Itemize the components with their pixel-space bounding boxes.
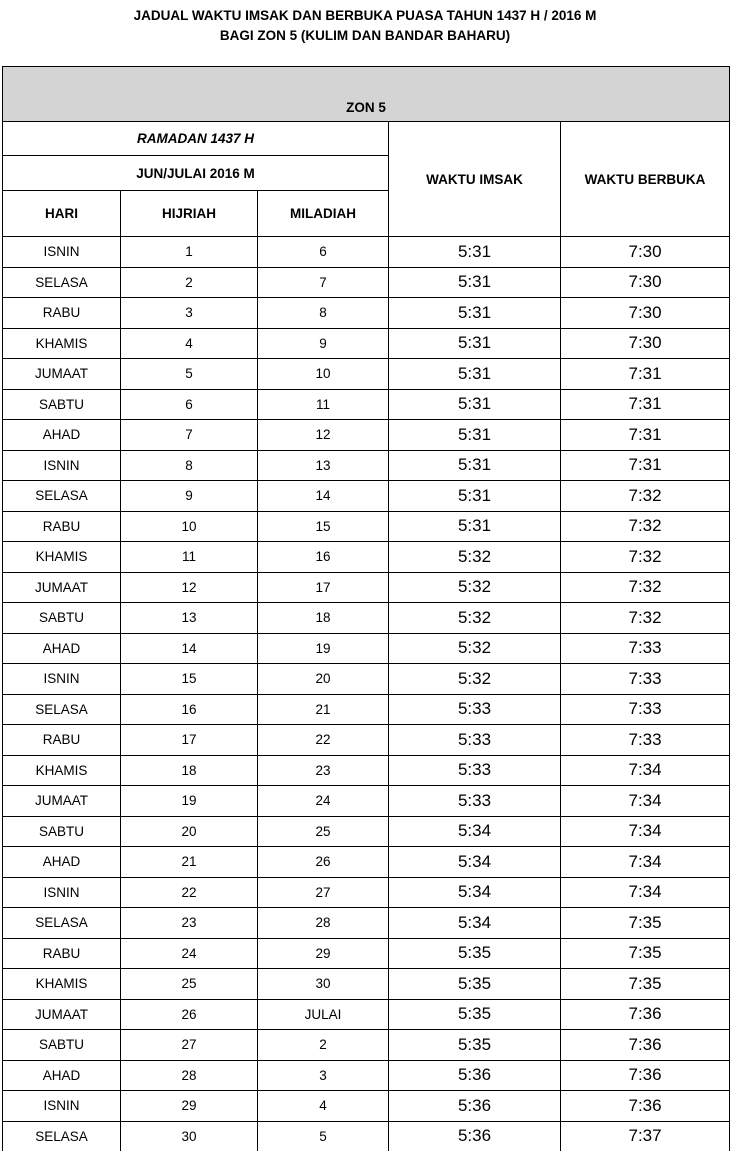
hijriah-cell: 24 [121, 938, 258, 969]
hijriah-cell: 6 [121, 389, 258, 420]
berbuka-time-cell: 7:36 [561, 1091, 730, 1122]
imsak-time-cell: 5:31 [389, 420, 561, 451]
berbuka-time-cell: 7:33 [561, 694, 730, 725]
imsak-time-cell: 5:35 [389, 999, 561, 1030]
hijriah-cell: 19 [121, 786, 258, 817]
berbuka-time-cell: 7:36 [561, 1060, 730, 1091]
hijriah-cell: 2 [121, 267, 258, 298]
table-row [3, 755, 730, 786]
table-row [3, 359, 730, 390]
day-cell: ISNIN [3, 664, 121, 695]
table-row [3, 420, 730, 451]
day-cell: KHAMIS [3, 755, 121, 786]
title-line-1: JADUAL WAKTU IMSAK DAN BERBUKA PUASA TAHUN 1437 H / 2016 M [133, 8, 597, 23]
berbuka-time-cell: 7:36 [561, 1030, 730, 1061]
hijriah-cell: 15 [121, 664, 258, 695]
table-row [3, 847, 730, 878]
day-cell: RABU [3, 511, 121, 542]
table-row [3, 908, 730, 939]
hijriah-cell: 14 [121, 633, 258, 664]
hijriah-cell: 8 [121, 450, 258, 481]
day-cell: SELASA [3, 267, 121, 298]
miladiah-cell: JULAI [258, 999, 389, 1030]
miladiah-cell: 14 [258, 481, 389, 512]
hijriah-column-header: HIJRIAH [121, 191, 258, 237]
day-cell: ISNIN [3, 877, 121, 908]
hijriah-cell: 20 [121, 816, 258, 847]
berbuka-time-cell: 7:30 [561, 298, 730, 329]
berbuka-time-cell: 7:35 [561, 969, 730, 1000]
berbuka-time-cell: 7:32 [561, 542, 730, 573]
berbuka-time-cell: 7:31 [561, 389, 730, 420]
day-cell: SELASA [3, 481, 121, 512]
miladiah-cell: 29 [258, 938, 389, 969]
table-row [3, 542, 730, 573]
berbuka-time-cell: 7:33 [561, 725, 730, 756]
day-cell: JUMAAT [3, 999, 121, 1030]
imsak-time-cell: 5:31 [389, 481, 561, 512]
day-cell: SELASA [3, 1121, 121, 1151]
day-cell: JUMAAT [3, 786, 121, 817]
miladiah-cell: 16 [258, 542, 389, 573]
day-cell: SABTU [3, 389, 121, 420]
imsak-time-cell: 5:36 [389, 1091, 561, 1122]
ramadan-header: RAMADAN 1437 H [3, 122, 389, 156]
zone-header: ZON 5 [3, 67, 730, 122]
day-cell: KHAMIS [3, 328, 121, 359]
hijriah-cell: 12 [121, 572, 258, 603]
month-header: JUN/JULAI 2016 M [3, 156, 389, 191]
imsak-time-cell: 5:31 [389, 298, 561, 329]
berbuka-time-cell: 7:30 [561, 328, 730, 359]
day-cell: AHAD [3, 633, 121, 664]
miladiah-cell: 15 [258, 511, 389, 542]
day-cell: ISNIN [3, 1091, 121, 1122]
hijriah-cell: 5 [121, 359, 258, 390]
imsak-time-cell: 5:31 [389, 267, 561, 298]
hijriah-cell: 25 [121, 969, 258, 1000]
day-cell: SELASA [3, 694, 121, 725]
hijriah-cell: 17 [121, 725, 258, 756]
miladiah-cell: 17 [258, 572, 389, 603]
day-cell: SABTU [3, 603, 121, 634]
day-cell: RABU [3, 725, 121, 756]
berbuka-time-cell: 7:31 [561, 359, 730, 390]
table-row [3, 389, 730, 420]
hijriah-cell: 10 [121, 511, 258, 542]
berbuka-column-header: WAKTU BERBUKA [561, 122, 730, 237]
miladiah-cell: 7 [258, 267, 389, 298]
table-row [3, 816, 730, 847]
miladiah-cell: 27 [258, 877, 389, 908]
berbuka-time-cell: 7:35 [561, 938, 730, 969]
table-row [3, 450, 730, 481]
hijriah-cell: 3 [121, 298, 258, 329]
table-row [3, 298, 730, 329]
imsak-time-cell: 5:36 [389, 1121, 561, 1151]
day-cell: JUMAAT [3, 572, 121, 603]
hijriah-cell: 29 [121, 1091, 258, 1122]
miladiah-column-header: MILADIAH [258, 191, 389, 237]
imsak-time-cell: 5:35 [389, 969, 561, 1000]
table-body [3, 237, 730, 1152]
berbuka-time-cell: 7:34 [561, 877, 730, 908]
berbuka-time-cell: 7:34 [561, 755, 730, 786]
hijriah-cell: 30 [121, 1121, 258, 1151]
miladiah-cell: 10 [258, 359, 389, 390]
miladiah-cell: 24 [258, 786, 389, 817]
miladiah-cell: 12 [258, 420, 389, 451]
hijriah-cell: 13 [121, 603, 258, 634]
miladiah-cell: 20 [258, 664, 389, 695]
berbuka-time-cell: 7:31 [561, 450, 730, 481]
berbuka-time-cell: 7:35 [561, 908, 730, 939]
timetable [2, 66, 730, 1151]
berbuka-time-cell: 7:34 [561, 816, 730, 847]
hijriah-cell: 27 [121, 1030, 258, 1061]
berbuka-time-cell: 7:33 [561, 664, 730, 695]
imsak-time-cell: 5:31 [389, 389, 561, 420]
imsak-time-cell: 5:34 [389, 908, 561, 939]
table-row [3, 237, 730, 268]
day-cell: KHAMIS [3, 969, 121, 1000]
miladiah-cell: 3 [258, 1060, 389, 1091]
hijriah-cell: 4 [121, 328, 258, 359]
berbuka-time-cell: 7:30 [561, 267, 730, 298]
day-cell: ISNIN [3, 450, 121, 481]
day-cell: RABU [3, 298, 121, 329]
hijriah-cell: 22 [121, 877, 258, 908]
day-cell: AHAD [3, 1060, 121, 1091]
hijriah-cell: 23 [121, 908, 258, 939]
table-row [3, 1030, 730, 1061]
miladiah-cell: 4 [258, 1091, 389, 1122]
hijriah-cell: 21 [121, 847, 258, 878]
table-row [3, 938, 730, 969]
table-row [3, 572, 730, 603]
imsak-time-cell: 5:31 [389, 359, 561, 390]
hijriah-cell: 16 [121, 694, 258, 725]
hijriah-cell: 1 [121, 237, 258, 268]
hijriah-cell: 26 [121, 999, 258, 1030]
imsak-time-cell: 5:32 [389, 542, 561, 573]
imsak-time-cell: 5:32 [389, 603, 561, 634]
miladiah-cell: 6 [258, 237, 389, 268]
table-row [3, 725, 730, 756]
imsak-time-cell: 5:32 [389, 633, 561, 664]
table-row [3, 328, 730, 359]
berbuka-time-cell: 7:32 [561, 603, 730, 634]
miladiah-cell: 8 [258, 298, 389, 329]
berbuka-time-cell: 7:33 [561, 633, 730, 664]
miladiah-cell: 19 [258, 633, 389, 664]
imsak-time-cell: 5:31 [389, 328, 561, 359]
table-header [3, 67, 730, 237]
table-row [3, 694, 730, 725]
table-row [3, 1060, 730, 1091]
imsak-time-cell: 5:33 [389, 786, 561, 817]
miladiah-cell: 23 [258, 755, 389, 786]
imsak-time-cell: 5:33 [389, 725, 561, 756]
table-row [3, 1091, 730, 1122]
table-row [3, 633, 730, 664]
table-row [3, 877, 730, 908]
table-row [3, 1121, 730, 1151]
imsak-time-cell: 5:36 [389, 1060, 561, 1091]
miladiah-cell: 18 [258, 603, 389, 634]
miladiah-cell: 30 [258, 969, 389, 1000]
berbuka-time-cell: 7:32 [561, 511, 730, 542]
hari-column-header: HARI [3, 191, 121, 237]
imsak-time-cell: 5:34 [389, 877, 561, 908]
berbuka-time-cell: 7:37 [561, 1121, 730, 1151]
berbuka-time-cell: 7:30 [561, 237, 730, 268]
berbuka-time-cell: 7:31 [561, 420, 730, 451]
berbuka-time-cell: 7:32 [561, 481, 730, 512]
imsak-time-cell: 5:35 [389, 1030, 561, 1061]
table-row [3, 786, 730, 817]
day-cell: SELASA [3, 908, 121, 939]
table-row [3, 999, 730, 1030]
berbuka-time-cell: 7:34 [561, 847, 730, 878]
day-cell: AHAD [3, 847, 121, 878]
berbuka-time-cell: 7:32 [561, 572, 730, 603]
table-row [3, 603, 730, 634]
table-row [3, 481, 730, 512]
imsak-time-cell: 5:34 [389, 847, 561, 878]
day-cell: KHAMIS [3, 542, 121, 573]
imsak-time-cell: 5:32 [389, 664, 561, 695]
imsak-time-cell: 5:31 [389, 450, 561, 481]
imsak-time-cell: 5:33 [389, 694, 561, 725]
miladiah-cell: 22 [258, 725, 389, 756]
miladiah-cell: 2 [258, 1030, 389, 1061]
table-row [3, 969, 730, 1000]
day-cell: ISNIN [3, 237, 121, 268]
hijriah-cell: 18 [121, 755, 258, 786]
miladiah-cell: 25 [258, 816, 389, 847]
imsak-time-cell: 5:33 [389, 755, 561, 786]
miladiah-cell: 28 [258, 908, 389, 939]
miladiah-cell: 21 [258, 694, 389, 725]
berbuka-time-cell: 7:36 [561, 999, 730, 1030]
hijriah-cell: 9 [121, 481, 258, 512]
day-cell: RABU [3, 938, 121, 969]
miladiah-cell: 26 [258, 847, 389, 878]
miladiah-cell: 11 [258, 389, 389, 420]
miladiah-cell: 13 [258, 450, 389, 481]
imsak-time-cell: 5:32 [389, 572, 561, 603]
hijriah-cell: 7 [121, 420, 258, 451]
day-cell: AHAD [3, 420, 121, 451]
document-title [0, 6, 730, 46]
berbuka-time-cell: 7:34 [561, 786, 730, 817]
miladiah-cell: 9 [258, 328, 389, 359]
day-cell: SABTU [3, 816, 121, 847]
table-row [3, 267, 730, 298]
day-cell: SABTU [3, 1030, 121, 1061]
imsak-time-cell: 5:31 [389, 511, 561, 542]
imsak-column-header: WAKTU IMSAK [389, 122, 561, 237]
day-cell: JUMAAT [3, 359, 121, 390]
miladiah-cell: 5 [258, 1121, 389, 1151]
hijriah-cell: 11 [121, 542, 258, 573]
imsak-time-cell: 5:34 [389, 816, 561, 847]
hijriah-cell: 28 [121, 1060, 258, 1091]
imsak-time-cell: 5:35 [389, 938, 561, 969]
table-row [3, 511, 730, 542]
table-row [3, 664, 730, 695]
title-line-2: BAGI ZON 5 (KULIM DAN BANDAR BAHARU) [219, 28, 511, 43]
imsak-time-cell: 5:31 [389, 237, 561, 268]
